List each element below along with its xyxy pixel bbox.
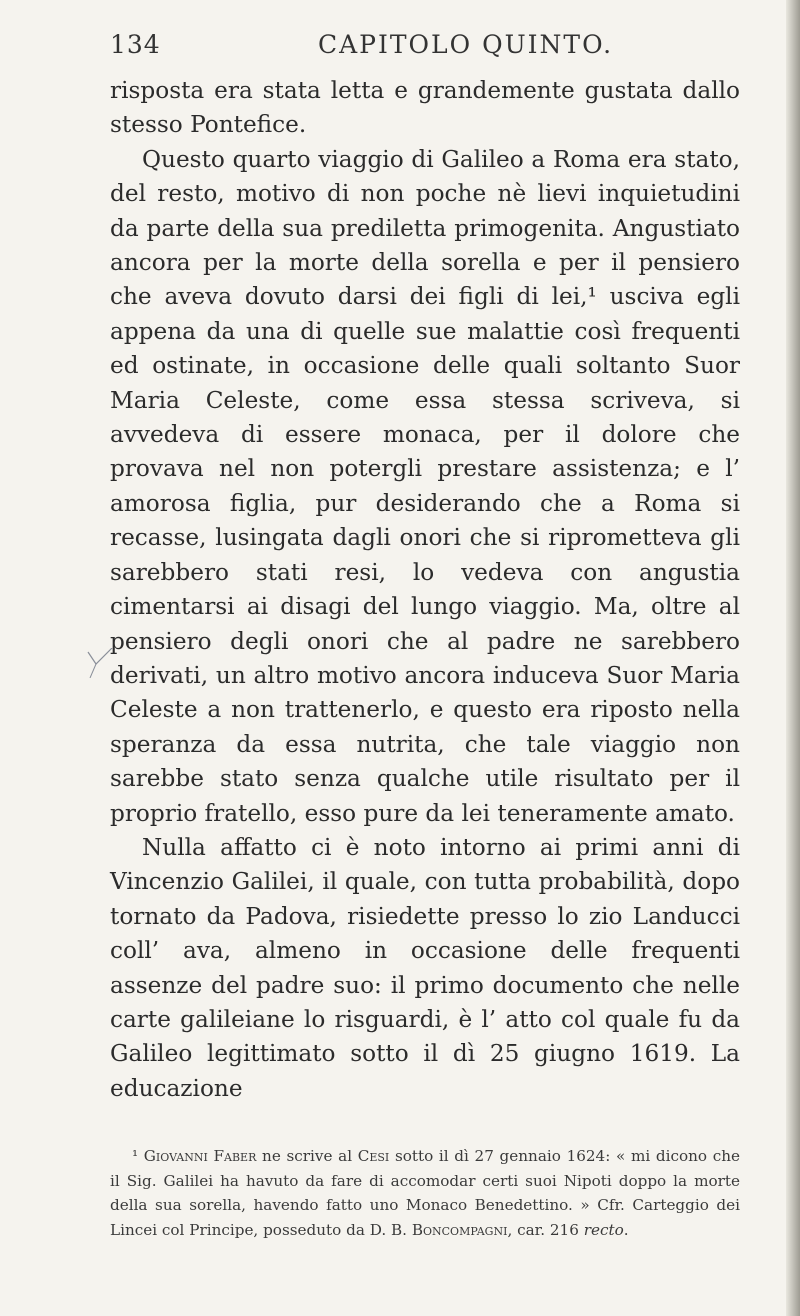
book-page xyxy=(110,30,740,1242)
footnote-marker: ¹ xyxy=(132,1147,139,1166)
footnote-author: Giovanni Faber xyxy=(143,1147,257,1166)
paragraph: Questo quarto viaggio di Galileo a Roma era stato, del resto, motivo di non poche nè lievi inquietudini da parte della sua prediletta primogenita. Angustiato ancora per la morte della sorella e per il pensiero che aveva dovuto darsi dei figli di lei,¹ usciva egli appena da una di quelle sue malattie così frequenti ed ostinate, in occasione delle quali soltanto Suor Maria Celeste, come essa stessa scriveva, si avvedeva di essere monaca, per il dolore che provava nel non potergli prestare assistenza; e l’ amorosa figlia, pur desiderando che a Roma si recasse, lusingata dagli onori che si riprometteva gli sarebbero stati resi, lo vedeva con angustia cimentarsi ai disagi del lungo viaggio. Ma, oltre al pensiero degli onori che al padre ne sarebbero derivati, un altro motivo ancora induceva Suor Maria Celeste a non trattenerlo, e questo era riposto nella speranza da essa nutrita, che tale viaggio non sarebbe stato senza qualche utile risultato per il proprio fratello, esso pure da lei teneramente amato. xyxy=(110,145,740,827)
paragraph: risposta era stata letta e grandemente gustata dallo stesso Pontefice. xyxy=(110,77,740,139)
footnote-name-boncompagni: Boncompagni xyxy=(411,1220,508,1239)
paragraph: Nulla affatto ci è noto intorno ai primi anni di Vincenzio Galilei, il quale, con tutta probabilità, dopo tornato da Padova, risiedette presso lo zio Landucci coll’ ava, almeno in occasione delle frequenti assenze del padre suo: il primo documento che nelle carte galileiane lo risguardi, è l’ atto col quale fu da Galileo legittimato sotto il dì 25 giugno 1619. La educazione xyxy=(110,833,740,1102)
page-edge-shadow xyxy=(786,0,800,1316)
page-number: 134 xyxy=(110,30,161,59)
body-text xyxy=(110,74,740,1106)
footnote-text: , car. 216 xyxy=(507,1220,584,1239)
footnote-end: . xyxy=(623,1220,629,1239)
footnote-text: ne scrive al xyxy=(256,1147,358,1166)
footnote xyxy=(110,1144,740,1242)
footnote-recto: recto xyxy=(583,1220,624,1239)
footnote-text: sotto il dì 27 gennaio 1624: « mi dicono che il Sig. Galilei ha havuto da fare di accomodar certi suoi Nipoti doppo la morte della sua sorella, havendo fatto uno Monaco Benedettino. » Cfr. Carteggio dei Lincei col Principe, posseduto da D. B. xyxy=(110,1147,741,1239)
page-header xyxy=(110,30,740,74)
running-title: CAPITOLO QUINTO. xyxy=(318,30,614,59)
footnote-name-cesi: Cesi xyxy=(357,1147,390,1166)
